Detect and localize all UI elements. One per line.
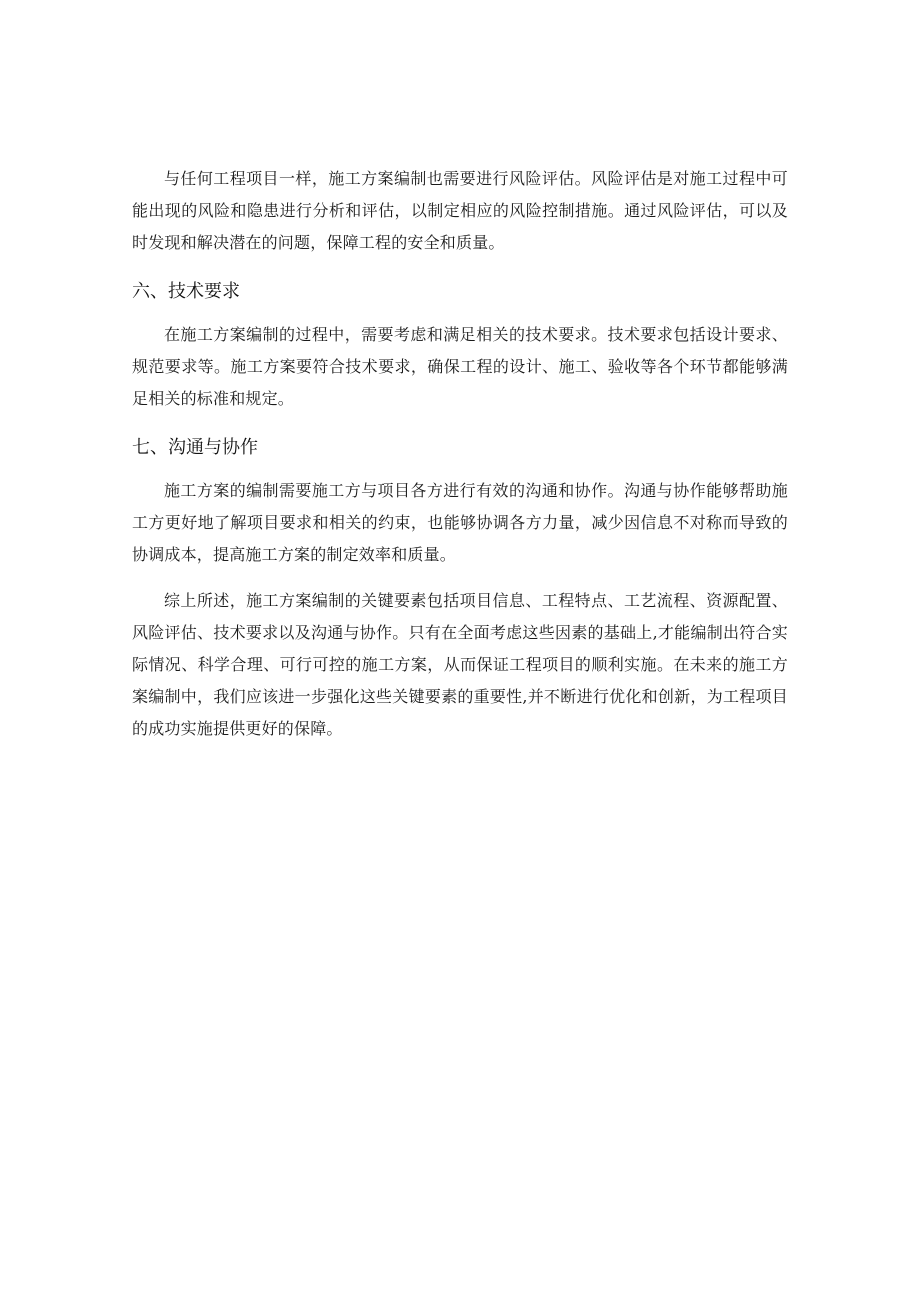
paragraph-technical-requirements: 在施工方案编制的过程中，需要考虑和满足相关的技术要求。技术要求包括设计要求、规范要求等。施工方案要符合技术要求，确保工程的设计、施工、验收等各个环节都能够满足相关的标准和规定。 [132,325,788,408]
paragraph-risk-assessment: 与任何工程项目一样，施工方案编制也需要进行风险评估。风险评估是对施工过程中可能出现的风险和隐患进行分析和评估，以制定相应的风险控制措施。通过风险评估，可以及时发现和解决潜在的问题，保障工程的安全和质量。 [132,169,788,252]
paragraph-communication: 施工方案的编制需要施工方与项目各方进行有效的沟通和协作。沟通与协作能够帮助施工方更好地了解项目要求和相关的约束，也能够协调各方力量，减少因信息不对称而导致的协调成本，提高施工方案的制定效率和质量。 [132,481,788,564]
paragraph-summary: 综上所述，施工方案编制的关键要素包括项目信息、工程特点、工艺流程、资源配置、风险评估、技术要求以及沟通与协作。只有在全面考虑这些因素的基础上,才能编制出符合实际情况、科学合理、可行可控的施工方案，从而保证工程项目的顺利实施。在未来的施工方案编制中，我们应该进一步强化这些关键要素的重要性,并不断进行优化和创新，为工程项目的成功实施提供更好的保障。 [132,591,788,738]
section-heading-communication: 七、沟通与协作 [132,437,258,458]
document-body [132,163,788,745]
section-heading-technical-requirements: 六、技术要求 [132,281,240,302]
